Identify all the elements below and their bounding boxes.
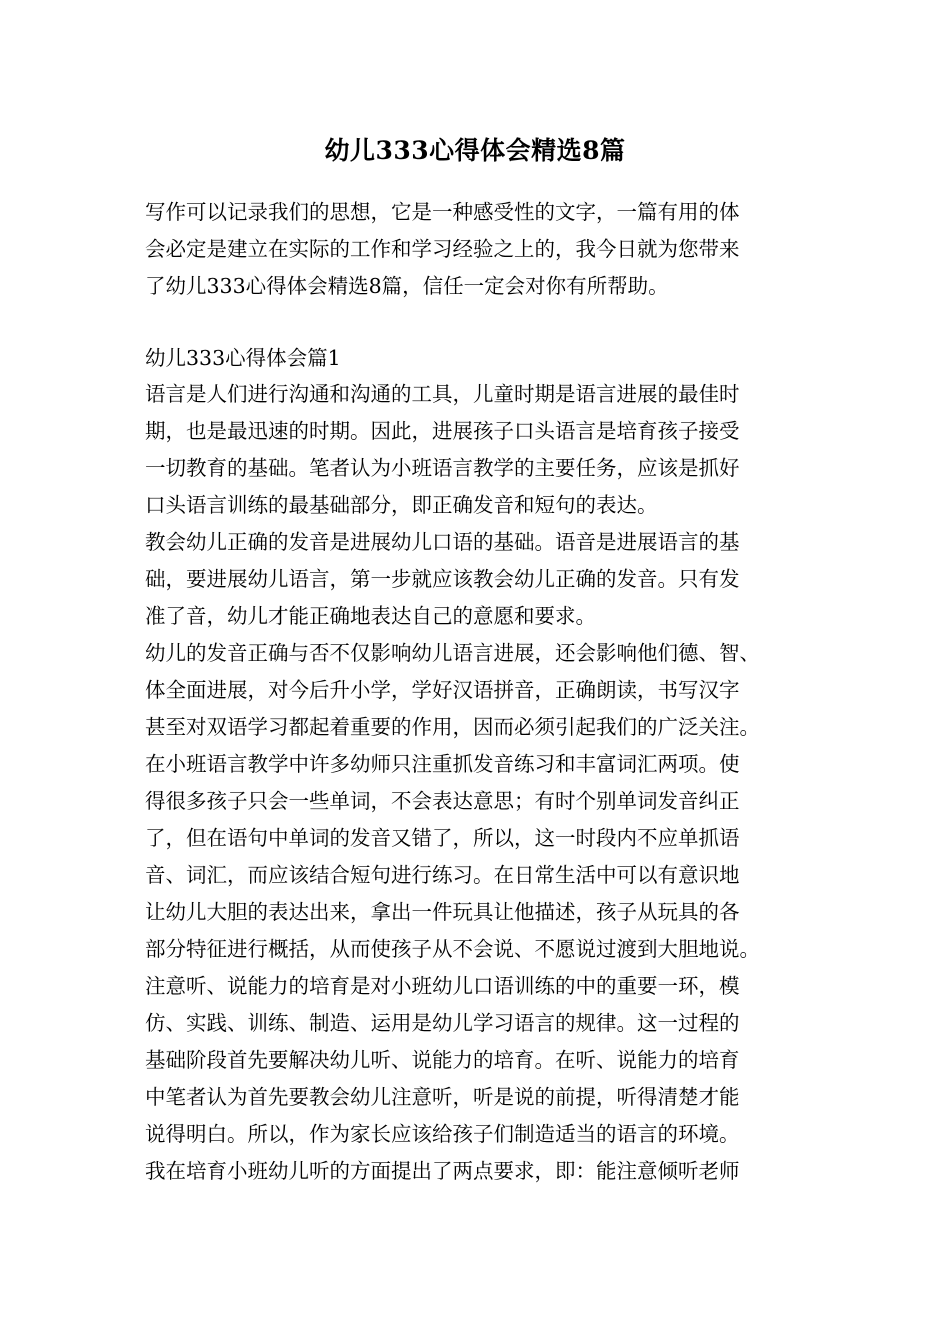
body-line: 音、词汇，而应该结合短句进行练习。在日常生活中可以有意识地	[145, 863, 740, 887]
document-title: 幼儿333心得体会精选8篇	[324, 136, 626, 165]
body-line: 幼儿的发音正确与否不仅影响幼儿语言进展，还会影响他们德、智、	[145, 641, 760, 665]
body-line: 了，但在语句中单词的发音又错了，所以，这一时段内不应单抓语	[145, 826, 740, 850]
body-line: 口头语言训练的最基础部分，即正确发音和短句的表达。	[145, 493, 658, 517]
intro-line-2: 会必定是建立在实际的工作和学习经验之上的，我今日就为您带来	[145, 237, 740, 261]
body-line: 教会幼儿正确的发音是进展幼儿口语的基础。语音是进展语言的基	[145, 530, 740, 554]
body-line: 期，也是最迅速的时期。因此，进展孩子口头语言是培育孩子接受	[145, 419, 740, 443]
section-heading: 幼儿333心得体会篇1	[145, 346, 341, 370]
body-line: 准了音，幼儿才能正确地表达自己的意愿和要求。	[145, 604, 596, 628]
intro-line-1: 写作可以记录我们的思想，它是一种感受性的文字，一篇有用的体	[145, 200, 740, 224]
body-line: 中笔者认为首先要教会幼儿注意听，听是说的前提，听得清楚才能	[145, 1085, 740, 1109]
body-line: 注意听、说能力的培育是对小班幼儿口语训练的中的重要一环，模	[145, 974, 740, 998]
body-line: 甚至对双语学习都起着重要的作用，因而必须引起我们的广泛关注。	[145, 715, 760, 739]
body-line: 一切教育的基础。笔者认为小班语言教学的主要任务，应该是抓好	[145, 456, 740, 480]
body-line: 仿、实践、训练、制造、运用是幼儿学习语言的规律。这一过程的	[145, 1011, 740, 1035]
intro-line-3: 了幼儿333心得体会精选8篇，信任一定会对你有所帮助。	[145, 274, 669, 298]
body-line: 语言是人们进行沟通和沟通的工具，儿童时期是语言进展的最佳时	[145, 382, 740, 406]
body-line: 在小班语言教学中许多幼师只注重抓发音练习和丰富词汇两项。使	[145, 752, 740, 776]
body-line: 我在培育小班幼儿听的方面提出了两点要求，即：能注意倾听老师	[145, 1159, 740, 1183]
body-line: 让幼儿大胆的表达出来，拿出一件玩具让他描述，孩子从玩具的各	[145, 900, 740, 924]
body-line: 得很多孩子只会一些单词，不会表达意思；有时个别单词发音纠正	[145, 789, 740, 813]
body-line: 体全面进展，对今后升小学，学好汉语拼音，正确朗读，书写汉字	[145, 678, 740, 702]
body-line: 说得明白。所以，作为家长应该给孩子们制造适当的语言的环境。	[145, 1122, 740, 1146]
body-line: 基础阶段首先要解决幼儿听、说能力的培育。在听、说能力的培育	[145, 1048, 740, 1072]
body-line: 础，要进展幼儿语言，第一步就应该教会幼儿正确的发音。只有发	[145, 567, 740, 591]
body-line: 部分特征进行概括，从而使孩子从不会说、不愿说过渡到大胆地说。	[145, 937, 760, 961]
